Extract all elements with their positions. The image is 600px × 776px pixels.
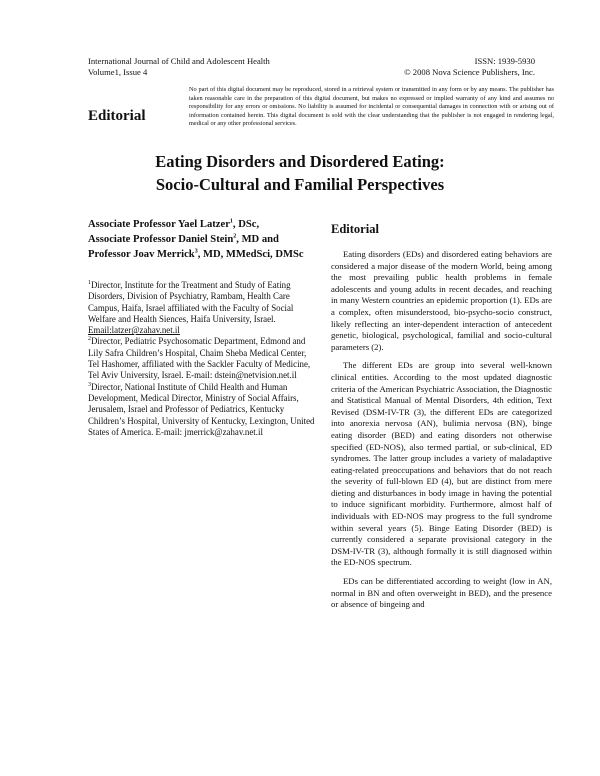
author-3-sup: 3: [194, 248, 198, 255]
publisher-header: [404, 56, 535, 78]
copyright-disclaimer: No part of this digital document may be reproduced, stored in a retrieval system or transmitted in any form or by any means. The publisher has taken reasonable care in the preparation of this digital document, but makes no expressed or implied warranty of any kind and assumes no responsibility for any errors or omissions. No liability is assumed for incidental or consequential damages in connection with or arising out of information contained herein. This digital document is sold with the clear understanding that the publisher is not engaged in rendering legal, medical or any other professional services.: [189, 86, 554, 128]
affiliation-3-sup: 3: [88, 381, 91, 388]
copyright: © 2008 Nova Science Publishers, Inc.: [404, 67, 535, 77]
affiliations: [88, 280, 316, 438]
author-2-sup: 2: [233, 233, 237, 240]
affiliation-3-text: Director, National Institute of Child Health and Human Development, Medical Director, Ministry of Social Affairs, Jerusalem, Israel and Professor of Pediatrics, Kentucky Children’s Hospital, University of Kentucky, Lexington, United States of America. E-mail: jmerrick@zahav.net.il: [88, 381, 315, 437]
article-title: [100, 150, 500, 196]
author-list: [88, 217, 313, 263]
author-2-degree: , MD and: [236, 234, 279, 246]
section-heading: Editorial: [331, 222, 379, 236]
affiliation-1-email[interactable]: Email:latzer@zahav.net.il: [88, 325, 180, 336]
body-paragraph-3: EDs can be differentiated according to weight (low in AN, normal in BN and often overweight in BED), and the presence or absence of bingeing and: [331, 576, 552, 610]
author-1-degree: , DSc,: [232, 219, 260, 230]
author-2-name: Associate Professor Daniel Stein: [88, 234, 234, 246]
title-line-2: Socio-Cultural and Familial Perspectives: [155, 175, 445, 194]
affiliation-2-sup: 2: [88, 336, 91, 343]
title-line-1: Eating Disorders and Disordered Eating:: [155, 152, 445, 171]
affiliation-3: [88, 382, 316, 438]
journal-volume: Volume1, Issue 4: [88, 67, 148, 77]
affiliation-2-text: Director, Pediatric Psychosomatic Department, Edmond and Lily Safra Children’s Hospital, Chaim Sheba Medical Center, Tel Hashomer, affiliated with the Sackler Faculty of Medicine, Tel Aviv University, Israel. E-mail: dstein@netvision.net.il: [88, 336, 311, 381]
body-column: [331, 222, 552, 618]
article-type-label: Editorial: [88, 108, 146, 124]
author-1-sup: 1: [229, 218, 233, 225]
author-3-name: Professor Joav Merrick: [88, 249, 195, 261]
affiliation-1-text: Director, Institute for the Treatment and Study of Eating Disorders, Division of Psychiatry, Rambam, Health Care Campus, Haifa, Israel affiliated with the Faculty of Social Welfare and Health Siences, Haifa University, Israel.: [88, 280, 294, 324]
author-3-degree: , MD, MMedSci, DMSc: [197, 249, 304, 261]
journal-name: International Journal of Child and Adolescent Health: [88, 56, 270, 66]
author-1-name: Associate Professor Yael Latzer: [88, 219, 230, 230]
issn: ISSN: 1939-5930: [474, 56, 535, 66]
body-paragraph-1: Eating disorders (EDs) and disordered eating behaviors are considered a major disease of the modern World, being among the most prevailing public health problems in female adolescents and young adults in recent decades, and reaching in many Western countries an epidemic proportion (1). EDs are a complex, often misunderstood, bio-psycho-socio construct, likely reflecting an inter-dependent interaction of antecedent genetic, biological, psychological, familial and socio-cultural parameters (2).: [331, 249, 552, 352]
affiliation-1: [88, 280, 316, 336]
affiliation-1-sup: 1: [88, 280, 91, 287]
affiliation-2: [88, 336, 316, 381]
journal-header: [88, 56, 270, 78]
body-paragraph-2: The different EDs are group into several well-known clinical entities. According to the most updated diagnostic criteria of the American Psychiatric Association, the Diagnostic and Statistical Manual of Mental Disorders, 4th edition, Text Revised (DSM-IV-TR (3), the different EDs are categorized into anorexia nervosa (AN), bulimia nervosa (BN), binge eating disorder (BED) and eating disorders not otherwise specified (ED-NOS), also termed partial, or sub-clinical, ED syndromes. The latter group includes a variety of maladaptive eating-related preoccupations and behaviors that do not reach the severity of full-blown ED (4), but are distinct from mere dieting and disturbances in body image in having the potential to induce significant morbidity. Furthermore, almost half of individuals with ED-NOS may progress to the full syndrome within several years (5). Binge Eating Disorder (BED) is currently considered a separate provisional category in the DSM-IV-TR (3), although formally it is still diagnosed within the ED-NOS spectrum.: [331, 360, 552, 568]
